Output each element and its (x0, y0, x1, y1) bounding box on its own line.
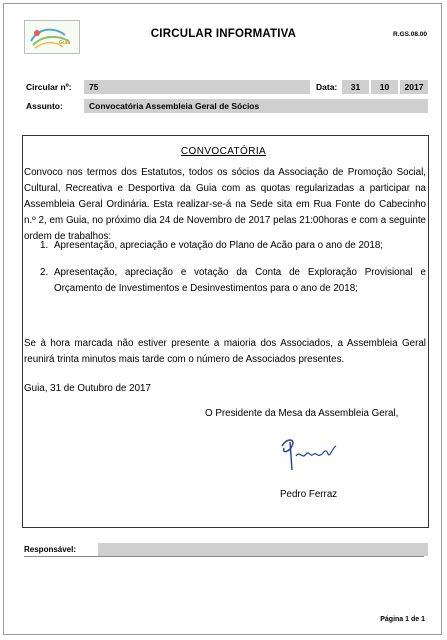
agenda-item-text: Apresentação, apreciação e votação da Conta de Exploração Provisional e Orçamento de Investimentos e Desinvestimentos para o ano de 2018; (54, 267, 426, 294)
responsible-label: Responsável: (24, 545, 77, 554)
form-code: R.GS.08.00 (393, 31, 427, 38)
agenda-item (40, 238, 426, 254)
intro-paragraph: Convoco nos termos dos Estatutos, todos os sócios da Associação de Promoção Social, Cultural, Recreativa e Desportiva da Guia com as quotas regularizadas a participar na Assembleia Geral Ordinária. Esta realizar-se-á na Sede sita em Rua Fonte do Cabecinho n.º 2, em Guia, no próximo dia 24 de Novembro de 2017 pelas 21:00horas e com a seguinte ordem de trabalhos: (24, 167, 426, 242)
convocation-heading: CONVOCATÓRIA (180, 146, 267, 157)
subject-value: Convocatória Assembleia Geral de Sócios (84, 99, 428, 113)
agenda-item-number: 1. (40, 240, 49, 251)
signature-icon (276, 432, 346, 474)
agenda-item (40, 265, 426, 297)
date-label: Data: (316, 82, 338, 92)
date-day: 31 (342, 80, 369, 94)
closing-line: O Presidente da Mesa da Assembleia Geral, (205, 408, 399, 419)
quorum-paragraph: Se à hora marcada não estiver presente a maioria dos Associados, a Assembleia Geral reunirá trinta minutos mais tarde com o número de Associados presentes. (24, 338, 426, 365)
date-month: 10 (371, 80, 398, 94)
place-date: Guia, 31 de Outubro de 2017 (24, 383, 151, 394)
circular-label: Circular nº: (26, 82, 72, 92)
signer-name: Pedro Ferraz (280, 489, 338, 500)
agenda-item-number: 2. (40, 267, 49, 278)
circular-value: 75 (84, 80, 310, 94)
signature (276, 432, 346, 479)
date-year: 2017 (400, 80, 428, 94)
responsible-field (98, 543, 428, 556)
agenda-item-text: Apresentação, apreciação e votação do Plano de Acão para o ano de 2018; (54, 240, 383, 251)
page-number: Página 1 de 1 (380, 616, 425, 623)
logo-text: Guia (59, 40, 71, 46)
footer-divider (24, 556, 424, 557)
document-title: CIRCULAR INFORMATIVA (150, 28, 297, 40)
subject-label: Assunto: (26, 101, 63, 111)
